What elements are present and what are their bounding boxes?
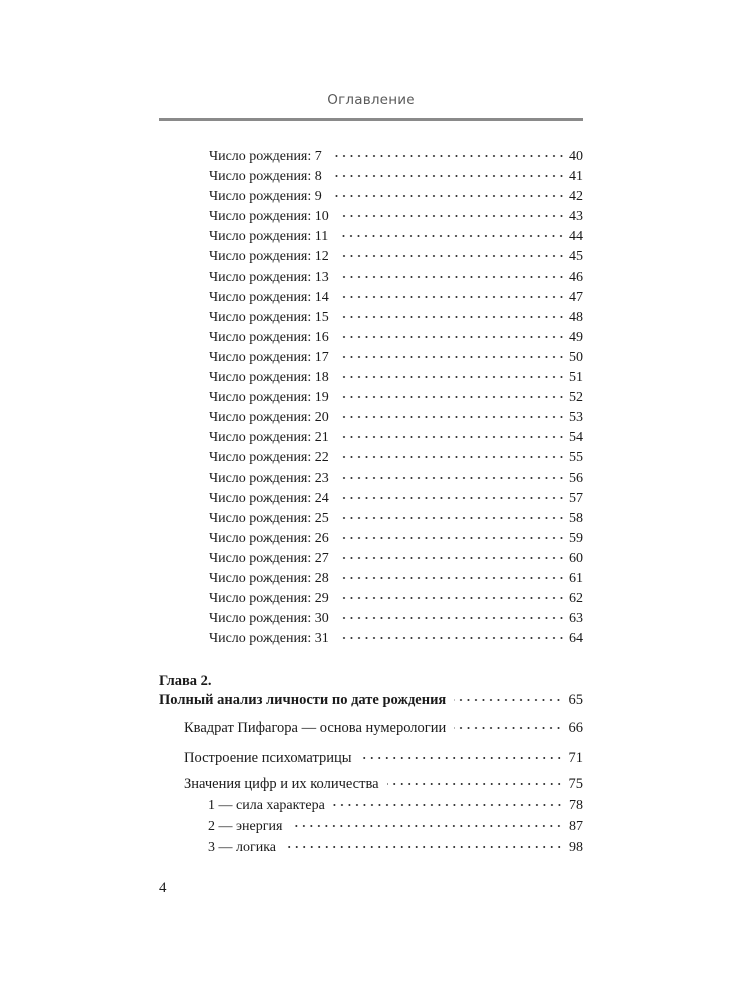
dot-leader bbox=[339, 597, 565, 599]
toc-entry[interactable] bbox=[209, 368, 583, 388]
toc-entry-label: Число рождения: 12 bbox=[209, 249, 329, 265]
running-head: Оглавление bbox=[327, 92, 415, 108]
toc-entry-label: Число рождения: 17 bbox=[209, 349, 329, 365]
toc-entry-page: 51 bbox=[569, 370, 583, 386]
toc-entry-label: Число рождения: 27 bbox=[209, 550, 329, 566]
toc-entry[interactable] bbox=[209, 489, 583, 509]
toc-subsection[interactable] bbox=[208, 840, 583, 856]
dot-leader bbox=[339, 557, 565, 559]
toc-entry[interactable] bbox=[209, 408, 583, 428]
toc-entry-label: Число рождения: 25 bbox=[209, 510, 329, 526]
dot-leader bbox=[454, 699, 562, 701]
toc-entry[interactable] bbox=[209, 247, 583, 267]
dot-leader bbox=[339, 517, 565, 519]
toc-entry-label: Число рождения: 14 bbox=[209, 289, 329, 305]
toc-entry[interactable] bbox=[209, 529, 583, 549]
toc-entry-label: Число рождения: 26 bbox=[209, 530, 329, 546]
dot-leader bbox=[339, 637, 565, 639]
toc-entry-page: 41 bbox=[569, 169, 583, 185]
chapter-title: Полный анализ личности по дате рождения bbox=[159, 692, 447, 708]
toc-entry-page: 44 bbox=[569, 229, 583, 245]
toc-subsection-page: 87 bbox=[569, 819, 583, 834]
dot-leader bbox=[339, 436, 565, 438]
dot-leader bbox=[360, 757, 563, 759]
toc-entry-page: 56 bbox=[569, 470, 583, 486]
toc-section-label: Построение психоматрицы bbox=[184, 750, 352, 766]
toc-entry[interactable] bbox=[209, 207, 583, 227]
toc-entry-label: Число рождения: 29 bbox=[209, 591, 329, 607]
toc-entry-page: 48 bbox=[569, 309, 583, 325]
toc-entry[interactable] bbox=[209, 147, 583, 167]
toc-subsection[interactable] bbox=[208, 819, 583, 835]
toc-section-label: Квадрат Пифагора — основа нумерологии bbox=[184, 720, 447, 736]
dot-leader bbox=[339, 255, 565, 257]
dot-leader bbox=[339, 316, 565, 318]
dot-leader bbox=[339, 617, 565, 619]
toc-entry-label: Число рождения: 8 bbox=[209, 169, 322, 185]
toc-entry-label: Число рождения: 10 bbox=[209, 209, 329, 225]
chapter-page: 65 bbox=[568, 692, 583, 708]
toc-entry-page: 52 bbox=[569, 390, 583, 406]
dot-leader bbox=[338, 235, 565, 237]
dot-leader bbox=[332, 195, 565, 197]
dot-leader bbox=[339, 276, 565, 278]
toc-entry-page: 54 bbox=[569, 430, 583, 446]
toc-entry-page: 42 bbox=[569, 189, 583, 205]
toc-entry[interactable] bbox=[209, 509, 583, 529]
toc-entry-label: Число рождения: 18 bbox=[209, 370, 329, 386]
toc-entry-label: Число рождения: 9 bbox=[209, 189, 322, 205]
toc-entry-page: 61 bbox=[569, 570, 583, 586]
toc-subsection-page: 98 bbox=[569, 840, 583, 855]
toc-entry[interactable] bbox=[209, 629, 583, 649]
toc-entry-label: Число рождения: 16 bbox=[209, 329, 329, 345]
dot-leader bbox=[339, 396, 565, 398]
dot-leader bbox=[339, 477, 565, 479]
toc-section[interactable] bbox=[184, 750, 583, 767]
toc-entry-label: Число рождения: 22 bbox=[209, 450, 329, 466]
toc-entry-label: Число рождения: 7 bbox=[209, 149, 322, 164]
dot-leader bbox=[332, 175, 565, 177]
toc-entry-page: 64 bbox=[569, 631, 583, 647]
toc-entry[interactable] bbox=[209, 167, 583, 187]
dot-leader bbox=[339, 215, 565, 217]
toc-entry-page: 59 bbox=[569, 530, 583, 546]
toc-entry[interactable] bbox=[209, 227, 583, 247]
toc-entry-label: Число рождения: 21 bbox=[209, 430, 329, 446]
birth-number-list bbox=[209, 147, 583, 649]
toc-entry-page: 40 bbox=[569, 149, 583, 164]
dot-leader bbox=[339, 356, 565, 358]
toc-entry-label: Число рождения: 13 bbox=[209, 269, 329, 285]
toc-subsection[interactable] bbox=[208, 798, 583, 814]
dot-leader bbox=[339, 336, 565, 338]
toc-entry[interactable] bbox=[209, 549, 583, 569]
toc-section[interactable] bbox=[184, 720, 583, 737]
toc-section-page: 71 bbox=[568, 750, 583, 766]
toc-entry[interactable] bbox=[209, 187, 583, 207]
toc-entry-label: Число рождения: 30 bbox=[209, 611, 329, 627]
toc-section-page: 66 bbox=[568, 720, 583, 736]
toc-entry-page: 60 bbox=[569, 550, 583, 566]
dot-leader bbox=[339, 376, 565, 378]
dot-leader bbox=[333, 804, 563, 806]
toc-section[interactable] bbox=[184, 776, 583, 793]
toc-entry[interactable] bbox=[209, 469, 583, 489]
page-number: 4 bbox=[159, 880, 167, 896]
toc-entry-label: Число рождения: 11 bbox=[209, 229, 329, 245]
toc-entry-page: 49 bbox=[569, 329, 583, 345]
toc-entry[interactable] bbox=[209, 268, 583, 288]
toc-subsection-label: 3 — логика bbox=[208, 840, 277, 855]
dot-leader bbox=[284, 846, 563, 848]
toc-entry-label: Число рождения: 19 bbox=[209, 390, 329, 406]
dot-leader bbox=[339, 416, 565, 418]
toc-entry[interactable] bbox=[209, 388, 583, 408]
toc-entry[interactable] bbox=[209, 428, 583, 448]
toc-section-label: Значения цифр и их количества bbox=[184, 776, 379, 792]
toc-entry[interactable] bbox=[209, 609, 583, 629]
toc-subsection-label: 2 — энергия bbox=[208, 819, 283, 834]
dot-leader bbox=[290, 825, 563, 827]
toc-entry[interactable] bbox=[209, 308, 583, 328]
toc-entry-page: 47 bbox=[569, 289, 583, 305]
dot-leader bbox=[332, 155, 565, 157]
toc-entry[interactable] bbox=[209, 288, 583, 308]
toc-entry[interactable] bbox=[209, 569, 583, 589]
chapter-label: Глава 2. bbox=[159, 673, 212, 689]
toc-subsection-page: 78 bbox=[569, 798, 583, 813]
toc-entry-page: 53 bbox=[569, 410, 583, 426]
toc-entry-label: Число рождения: 31 bbox=[209, 631, 329, 647]
toc-entry[interactable] bbox=[209, 589, 583, 609]
toc-entry-page: 50 bbox=[569, 349, 583, 365]
toc-entry-page: 63 bbox=[569, 611, 583, 627]
dot-leader bbox=[454, 727, 562, 729]
toc-entry-label: Число рождения: 20 bbox=[209, 410, 329, 426]
toc-entry-label: Число рождения: 28 bbox=[209, 570, 329, 586]
toc-subsection-label: 1 — сила характера bbox=[208, 798, 325, 813]
dot-leader bbox=[339, 296, 565, 298]
dot-leader bbox=[339, 577, 565, 579]
toc-entry-page: 43 bbox=[569, 209, 583, 225]
toc-entry-page: 46 bbox=[569, 269, 583, 285]
chapter-heading bbox=[159, 672, 583, 710]
toc-entry-label: Число рождения: 23 bbox=[209, 470, 329, 486]
toc-entry[interactable] bbox=[209, 348, 583, 368]
toc-entry[interactable] bbox=[209, 328, 583, 348]
dot-leader bbox=[339, 537, 565, 539]
toc-entry-page: 57 bbox=[569, 490, 583, 506]
header-rule bbox=[159, 118, 583, 121]
toc-entry[interactable] bbox=[209, 448, 583, 468]
toc-entry-page: 45 bbox=[569, 249, 583, 265]
toc-entry-page: 55 bbox=[569, 450, 583, 466]
chapter-title-entry[interactable] bbox=[159, 691, 583, 710]
toc-entry-page: 58 bbox=[569, 510, 583, 526]
dot-leader bbox=[387, 783, 563, 785]
toc-entry-page: 62 bbox=[569, 591, 583, 607]
toc-section-page: 75 bbox=[568, 776, 583, 792]
dot-leader bbox=[339, 456, 565, 458]
dot-leader bbox=[339, 497, 565, 499]
toc-entry-label: Число рождения: 24 bbox=[209, 490, 329, 506]
toc-entry-label: Число рождения: 15 bbox=[209, 309, 329, 325]
